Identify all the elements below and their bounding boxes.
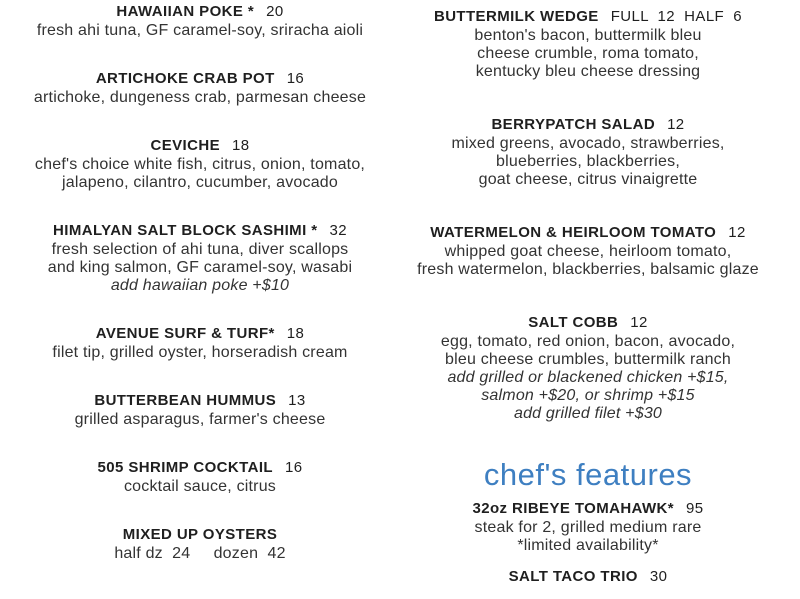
item-name: SALT TACO TRIO — [508, 568, 638, 585]
item-description-line: filet tip, grilled oyster, horseradish cream — [52, 344, 348, 361]
menu-item-hawaiian-poke — [0, 2, 400, 40]
item-name: HAWAIIAN POKE * — [116, 3, 255, 20]
menu-item-artichoke-crab-pot — [0, 69, 400, 107]
item-description-line: artichoke, dungeness crab, parmesan cheese — [33, 89, 367, 106]
chefs-features-heading: chef's features — [483, 457, 693, 492]
item-price: 16 — [284, 459, 303, 476]
menu-column-right — [400, 0, 776, 599]
menu-item-watermelon-heirloom-tomato — [400, 223, 776, 279]
item-addon-note: salmon +$20, or shrimp +$15 — [481, 387, 695, 404]
item-name: HIMALYAN SALT BLOCK SASHIMI * — [53, 222, 318, 239]
item-title — [0, 69, 400, 89]
item-description-line: goat cheese, citrus vinaigrette — [478, 171, 698, 188]
item-title — [400, 567, 776, 587]
item-description-line: jalapeno, cilantro, cucumber, avocado — [61, 174, 338, 191]
item-addon-note: add grilled or blackened chicken +$15, — [447, 369, 729, 386]
menu-item-salt-taco-trio — [400, 567, 776, 587]
item-description-line: fresh ahi tuna, GF caramel-soy, sriracha aioli — [36, 22, 364, 39]
item-title — [400, 499, 776, 519]
item-title — [0, 221, 400, 241]
item-title — [0, 391, 400, 411]
item-title — [0, 136, 400, 156]
item-description-line: blueberries, blackberries, — [496, 153, 680, 170]
menu-item-mixed-up-oysters — [0, 525, 400, 563]
item-name: 505 SHRIMP COCKTAIL — [97, 459, 273, 476]
item-price: 18 — [231, 137, 250, 154]
menu-item-ceviche — [0, 136, 400, 192]
item-description-line: fresh watermelon, blackberries, balsamic glaze — [417, 261, 759, 278]
item-description-line: benton's bacon, buttermilk bleu — [474, 27, 702, 44]
item-description-line: cocktail sauce, citrus — [123, 478, 276, 495]
item-addon-note: add grilled filet +$30 — [513, 405, 663, 422]
menu-item-himalyan-salt-block-sashimi — [0, 221, 400, 295]
item-price: 20 — [266, 3, 284, 20]
item-title — [0, 324, 400, 344]
item-description-line: half dz 24 dozen 42 — [114, 545, 286, 562]
item-title — [400, 7, 776, 27]
item-name: ARTICHOKE CRAB POT — [95, 70, 275, 87]
item-description-line: egg, tomato, red onion, bacon, avocado, — [440, 333, 736, 350]
item-description-line: whipped goat cheese, heirloom tomato, — [444, 243, 732, 260]
item-description-line: fresh selection of ahi tuna, diver scallops — [51, 241, 349, 258]
menu-item-salt-cobb — [400, 313, 776, 423]
item-price: 12 — [667, 116, 685, 133]
item-price: 16 — [286, 70, 305, 87]
menu-item-berrypatch-salad — [400, 115, 776, 189]
menu-item-ribeye-tomahawk — [400, 499, 776, 555]
item-description-line: chef's choice white fish, citrus, onion, tomato, — [34, 156, 366, 173]
menu-item-buttermilk-wedge — [400, 7, 776, 81]
item-name: 32oz RIBEYE TOMAHAWK* — [472, 500, 674, 517]
menu-item-avenue-surf-and-turf — [0, 324, 400, 362]
item-description-line: bleu cheese crumbles, buttermilk ranch — [445, 351, 731, 368]
item-price: 18 — [286, 325, 305, 342]
item-addon-note: add hawaiian poke +$10 — [110, 277, 290, 294]
item-title — [0, 458, 400, 478]
item-price: 12 — [728, 224, 746, 241]
item-title — [0, 2, 400, 22]
item-name: AVENUE SURF & TURF* — [95, 325, 275, 342]
item-description-line: grilled asparagus, farmer's cheese — [74, 411, 326, 428]
item-description-line: *limited availability* — [517, 537, 659, 554]
item-description-line: mixed greens, avocado, strawberries, — [451, 135, 725, 152]
item-price: 30 — [649, 568, 668, 585]
item-name: CEVICHE — [150, 137, 220, 154]
menu-item-butterbean-hummus — [0, 391, 400, 429]
item-price: FULL 12 HALF 6 — [610, 8, 743, 25]
item-name: BUTTERMILK WEDGE — [433, 8, 599, 25]
item-description-line: and king salmon, GF caramel-soy, wasabi — [47, 259, 353, 276]
item-title — [400, 223, 776, 243]
item-title — [400, 313, 776, 333]
item-name: WATERMELON & HEIRLOOM TOMATO — [430, 224, 717, 241]
item-price: 12 — [630, 314, 648, 331]
item-price: 32 — [329, 222, 347, 239]
item-price: 95 — [685, 500, 704, 517]
item-name: SALT COBB — [528, 314, 619, 331]
item-description-line: kentucky bleu cheese dressing — [475, 63, 701, 80]
item-description-line: steak for 2, grilled medium rare — [474, 519, 702, 536]
item-price: 13 — [288, 392, 306, 409]
item-name: BERRYPATCH SALAD — [491, 116, 656, 133]
item-description-line: cheese crumble, roma tomato, — [477, 45, 699, 62]
item-title — [0, 525, 400, 545]
menu-item-505-shrimp-cocktail — [0, 458, 400, 496]
item-name: BUTTERBEAN HUMMUS — [94, 392, 277, 409]
item-title — [400, 115, 776, 135]
item-name: MIXED UP OYSTERS — [122, 526, 278, 543]
